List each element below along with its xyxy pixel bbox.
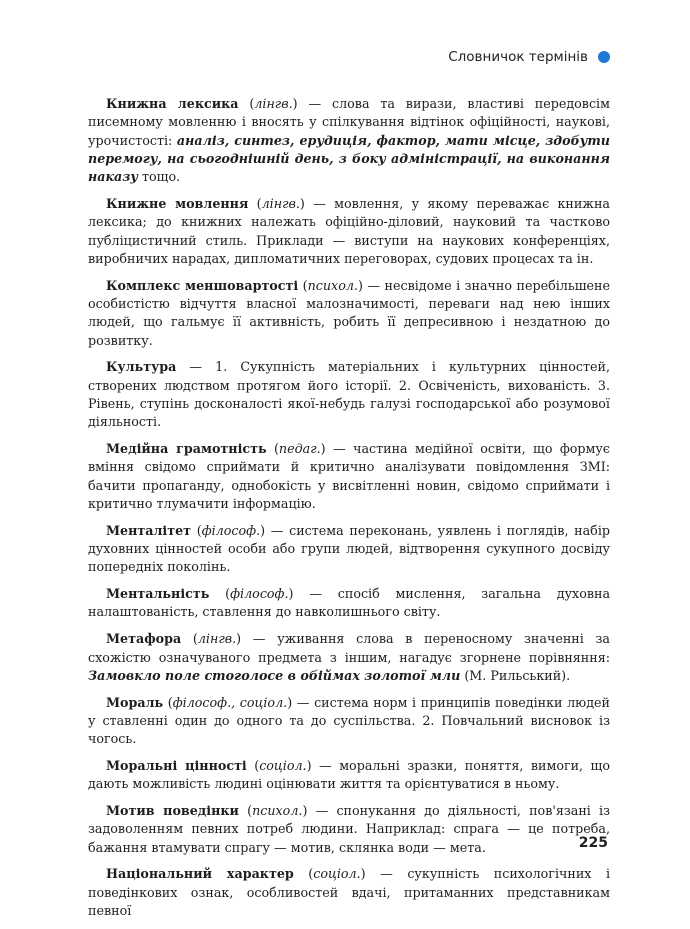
entry-definition: 1. Сукупність матеріальних і культурних цінностей, створених людством протягом його історії. 2. Освіченість, вихованість. 3. Рівень, ступінь досконалості якої-небудь галузі господарської або розумової діяльності. (88, 359, 610, 430)
entry-domain-tag: соціол. (259, 758, 307, 773)
glossary-entry: Моральні цінності (соціол.) — моральні зразки, поняття, вимоги, що дають можливість людині оцінювати життя та орієнтуватися в ньому. (88, 758, 610, 792)
entry-definition: спонукання до діяльності, пов'язані із задоволенням певних потреб людини. Наприклад: спрага — це потреба, бажання втамувати спрагу — мотив, склянка води — мета. (88, 803, 610, 855)
entry-definition: спосіб мислення, загальна духовна налаштованість, ставлення до навколишнього світу. (88, 586, 611, 620)
glossary-entry: Менталітет (філософ.) — система переконань, уявлень і поглядів, набір духовних цінностей особи або групи людей, відтворення сукупного досвіду попередніх поколінь. (88, 522, 610, 575)
entry-tail: (М. Рильський). (464, 667, 571, 683)
glossary-entry: Мотив поведінки (психол.) — спонукання до діяльності, пов'язані із задоволенням певних потреб людини. Наприклад: спрага — це потреба, бажання втамувати спрагу — мотив, склянка води — мета. (88, 803, 610, 855)
entry-tail: тощо. (142, 169, 181, 185)
entry-term: Культура (106, 359, 177, 375)
glossary-entry: Культура — 1. Сукупність матеріальних і культурних цінностей, створених людством протягом його історії. 2. Освіченість, вихованість. 3. Рівень, ступінь досконалості якої-небудь галузі господарської або розумової діяльності. (88, 359, 610, 430)
entry-domain-tag: соціол. (313, 866, 361, 882)
glossary-entry: Книжне мовлення (лінгв.) — мовлення, у якому переважає книжна лексика; до книжних належать офіційно-діловий, науковий та частково публіцистичний стиль. Приклади — виступи на наукових конференціях, виробничих нарадах, дипломатичних переговорах, судових процесах та ін. (88, 195, 610, 266)
entry-term: Моральні цінності (106, 758, 247, 773)
entry-definition: слова та вирази, властиві передовсім писемному мовленню і вносять у спілкування відтінок офіційності, наукові, урочистості: (88, 96, 610, 148)
glossary-entry: Національний характер (соціол.) — сукупність психологічних і поведінкових ознак, особливостей вдачі, притаманних представникам певної (88, 866, 611, 919)
page-number: 225 (578, 835, 608, 851)
entry-definition: сукупність психологічних і поведінкових ознак, особливостей вдачі, притаманних представникам певної (88, 866, 611, 919)
entry-definition: система переконань, уявлень і поглядів, набір духовних цінностей особи або групи людей, відтворення сукупного досвіду попередніх поколінь. (88, 522, 610, 575)
entry-domain-tag: лінгв. (197, 631, 237, 647)
entry-term: Медійна грамотність (106, 441, 267, 457)
entry-definition: частина медійної освіти, що формує вміння свідомо сприймати й критично аналізувати повідомлення ЗМІ: бачити пропаганду, однобокість у висвітленні новин, свідомо сприймати і критично тлумачити інформацію. (88, 441, 610, 511)
entry-term: Мораль (106, 694, 164, 710)
entry-term: Книжне мовлення (106, 195, 249, 211)
entry-domain-tag: психол. (307, 277, 358, 293)
glossary-entry: Метафора (лінгв.) — уживання слова в переносному значенні за схожістю означуваного предмета з іншим, нагадує згорнене порівняння: Замовкло поле стоголосе в обіймах золотої мли (М. Рильський). (88, 631, 610, 683)
entry-term: Ментальність (106, 586, 210, 602)
entry-domain-tag: лінгв. (261, 195, 300, 211)
glossary-entry: Книжна лексика (лінгв.) — слова та вирази, властиві передовсім писемному мовленню і вносять у спілкування відтінок офіційності, наукові, урочистості: аналіз, синтез, ерудиція, фактор, мати місце, здобути перемогу, на сьогоднішній день, з боку адміністрації, на виконання наказу тощо. (88, 96, 610, 185)
section-title: Словничок термінів (448, 49, 588, 65)
glossary-entry: Ментальність (філософ.) — спосіб мислення, загальна духовна налаштованість, ставлення до навколишнього світу. (88, 586, 611, 620)
glossary-entry: Мораль (філософ., соціол.) — система норм і принципів поведінки людей у ставленні один до одного та до суспільства. 2. Повчальний висновок із чогось. (88, 694, 610, 747)
entry-example: Замовкло поле стоголосе в обіймах золотої мли (88, 667, 461, 683)
entry-definition: несвідоме і значно перебільшене особистістю відчуття власної малозначимості, переваги над нею інших людей, що гальмує її активність, робить її депресивною і нездатною до розвитку. (88, 277, 611, 348)
entry-domain-tag: філософ. (230, 586, 289, 602)
entry-term: Мотив поведінки (106, 803, 239, 819)
entry-term: Національний характер (106, 866, 294, 882)
entry-definition: система норм і принципів поведінки людей у ставленні один до одного та до суспільства. 2. Повчальний висновок із чогось. (88, 694, 610, 747)
entry-domain-tag: філософ., соціол. (172, 694, 288, 710)
circle-marker-icon (598, 51, 610, 63)
entry-definition: уживання слова в переносному значенні за схожістю означуваного предмета з іншим, нагадує згорнене порівняння: (88, 631, 610, 665)
entry-example: аналіз, синтез, ерудиція, фактор, мати місце, здобути перемогу, на сьогоднішній день, з боку адміністрації, на виконання наказу (88, 132, 610, 185)
entry-domain-tag: психол. (252, 803, 303, 819)
entry-definition: моральні зразки, поняття, вимоги, що дають можливість людині оцінювати життя та орієнтуватися в ньому. (88, 758, 610, 792)
glossary-entry: Комплекс меншовартості (психол.) — несвідоме і значно перебільшене особистістю відчуття власної малозначимості, переваги над нею інших людей, що гальмує її активність, робить її депресивною і нездатною до розвитку. (88, 277, 611, 348)
entry-term: Менталітет (106, 522, 192, 538)
running-header (448, 49, 610, 65)
entry-term: Книжна лексика (106, 96, 239, 111)
entry-definition: мовлення, у якому переважає книжна лексика; до книжних належать офіційно-діловий, науковий та частково публіцистичний стиль. Приклади — виступи на наукових конференціях, виробничих нарадах, дипломатичних переговорах, судових процесах та ін. (88, 195, 610, 266)
entry-term: Комплекс меншовартості (106, 277, 299, 293)
entry-domain-tag: педаг. (278, 441, 321, 457)
entry-term: Метафора (106, 631, 182, 647)
entry-domain-tag: філософ. (201, 522, 261, 538)
entry-domain-tag: лінгв. (254, 96, 293, 111)
glossary-content (88, 95, 610, 929)
glossary-entry: Медійна грамотність (педаг.) — частина медійної освіти, що формує вміння свідомо сприймати й критично аналізувати повідомлення ЗМІ: бачити пропаганду, однобокість у висвітленні новин, свідомо сприймати і критично тлумачити інформацію. (88, 441, 610, 511)
